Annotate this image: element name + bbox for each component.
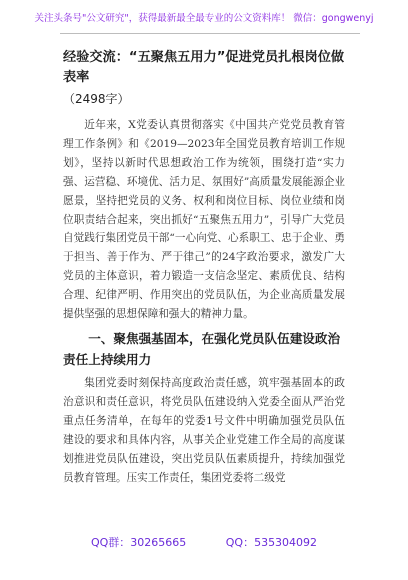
section-heading-1: 一、聚焦强基固本，在强化党员队伍建设政治责任上持续用力 [63,330,341,367]
word-count: （2498字） [63,92,130,106]
header-banner: 关注头条号"公文研究"，获得最新最全最专业的公文资料库！ 微信：gongwenyj [34,13,374,24]
footer-qq: QQ：535304092 [225,536,318,549]
footer-contact [0,534,408,550]
footer-qq-group: QQ群：30265665 [90,536,187,549]
intro-paragraph: 近年来，X党委认真贯彻落实《中国共产党党员教育管理工作条例》和《2019—2023年全国党员教育培训工作规划》，坚持以新时代思想政治工作为统领，围绕打造“实力强、运营稳、环境优、活力足、氛围好”高质量发展能源企业愿景，坚持把党员的义务、权利和岗位目标、岗位业绩和岗位职责结合起来，突出抓好“五聚焦五用力”，引导广大党员自觉践行集团党员干部“一心向党、心系职工、忠于企业、勇于担当、善于作为、严于律己”的24字政治要求，激发广大党员的主体意识，着力锻造一支信念坚定、素质优良、结构合理、纪律严明、作用突出的党员队伍，为企业高质量发展提供坚强的思想保障和强大的精神力量。 [63,119,345,321]
document-body [63,48,345,487]
header-divider [60,33,360,34]
section-paragraph-1: 集团党委时刻保持高度政治责任感，筑牢强基固本的政治意识和责任意识，将党员队伍建设纳入党委全面从严治党重点任务清单，在每年的党委1号文件中明确加强党员队伍建设的要求和具体内容，从事关企业党建工作全局的高度谋划推进党员队伍建设，突出党员队伍素质提升，持续加强党员教育管理。压实工作责任，集团党委将二级党 [63,376,345,484]
document-title: 经验交流：“五聚焦五用力”促进党员扎根岗位做表率 [63,50,345,85]
